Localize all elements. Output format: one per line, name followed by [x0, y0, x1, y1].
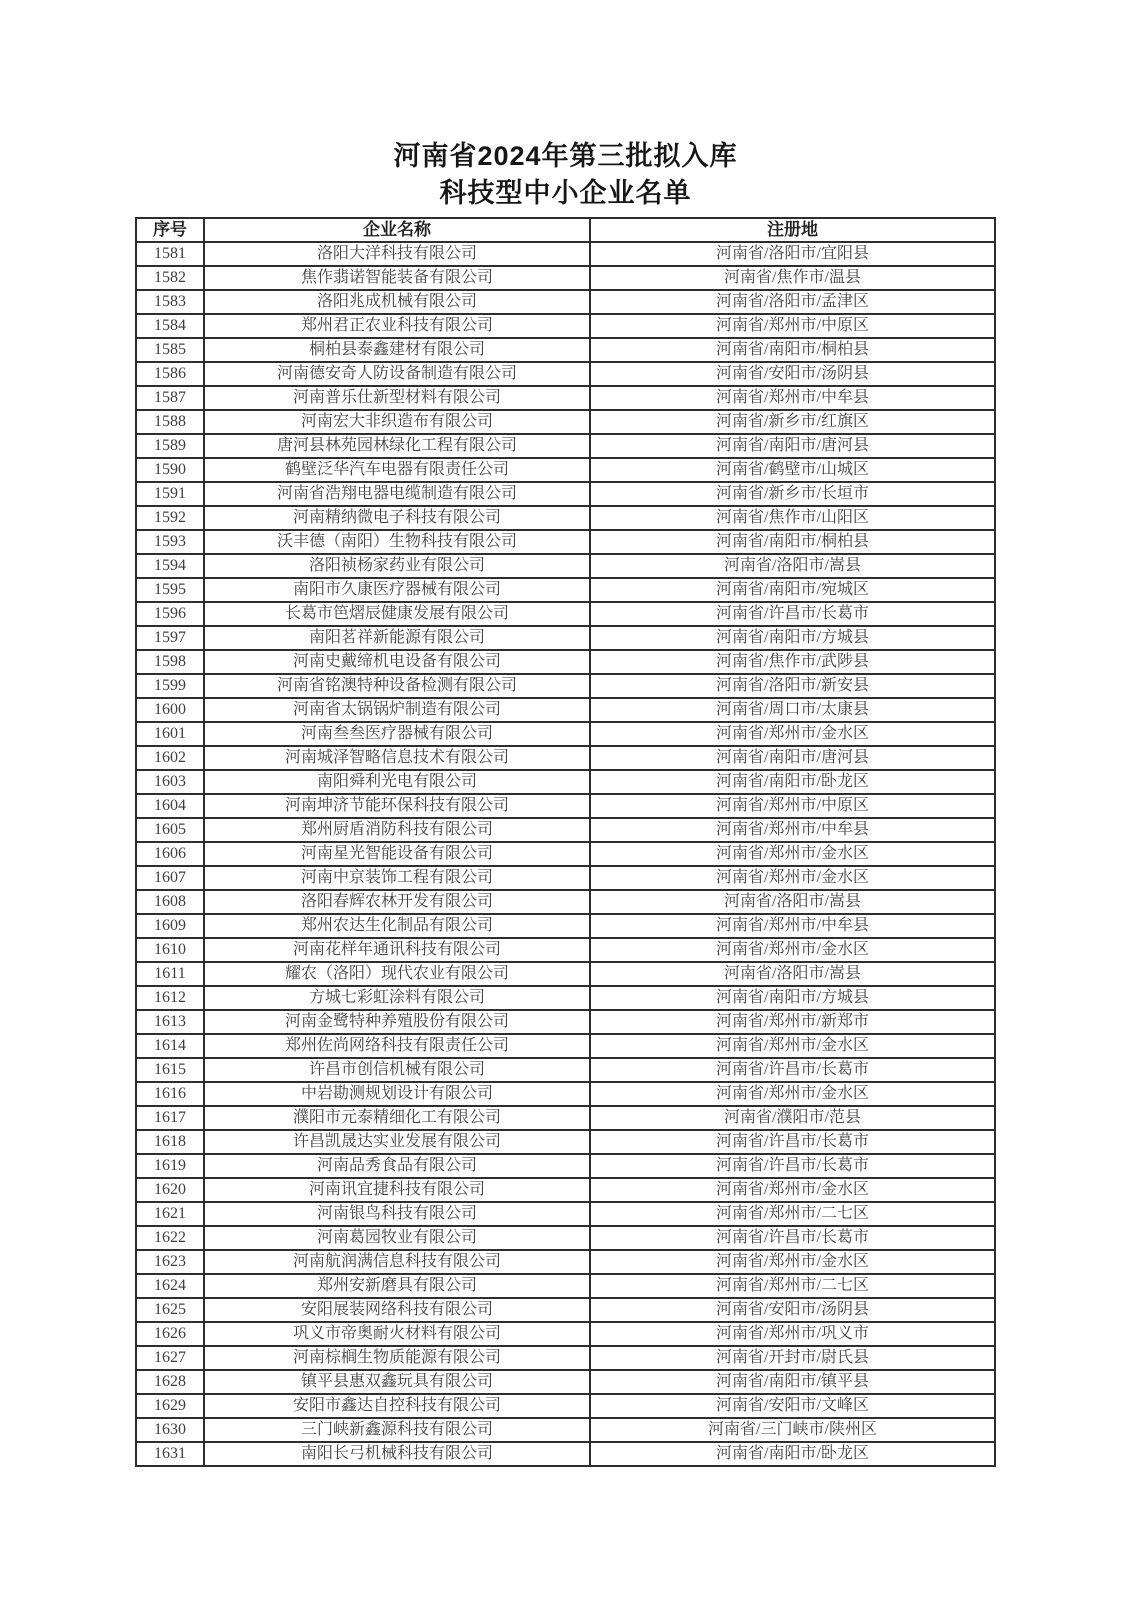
company-name-cell: 许昌市创信机械有限公司 — [204, 1058, 590, 1082]
table-row — [136, 1346, 995, 1370]
registration-place-cell: 河南省/南阳市/桐柏县 — [590, 338, 995, 362]
company-name-cell: 唐河县林苑园林绿化工程有限公司 — [204, 434, 590, 458]
company-name-cell: 南阳茗祥新能源有限公司 — [204, 626, 590, 650]
table-row — [136, 458, 995, 482]
serial-number-cell: 1631 — [136, 1442, 204, 1466]
company-name-cell: 河南棕榈生物质能源有限公司 — [204, 1346, 590, 1370]
serial-number-cell: 1587 — [136, 386, 204, 410]
company-name-cell: 耀农（洛阳）现代农业有限公司 — [204, 962, 590, 986]
company-name-cell: 郑州农达生化制品有限公司 — [204, 914, 590, 938]
registration-place-cell: 河南省/郑州市/金水区 — [590, 1082, 995, 1106]
table-row — [136, 650, 995, 674]
serial-number-cell: 1602 — [136, 746, 204, 770]
header-serial-number: 序号 — [136, 218, 204, 242]
serial-number-cell: 1626 — [136, 1322, 204, 1346]
serial-number-cell: 1601 — [136, 722, 204, 746]
table-row — [136, 1226, 995, 1250]
table-row — [136, 1082, 995, 1106]
registration-place-cell: 河南省/新乡市/长垣市 — [590, 482, 995, 506]
serial-number-cell: 1591 — [136, 482, 204, 506]
company-name-cell: 河南叁叁医疗器械有限公司 — [204, 722, 590, 746]
serial-number-cell: 1623 — [136, 1250, 204, 1274]
serial-number-cell: 1596 — [136, 602, 204, 626]
registration-place-cell: 河南省/焦作市/山阳区 — [590, 506, 995, 530]
registration-place-cell: 河南省/洛阳市/嵩县 — [590, 962, 995, 986]
company-name-cell: 南阳市久康医疗器械有限公司 — [204, 578, 590, 602]
company-name-cell: 镇平县惠双鑫玩具有限公司 — [204, 1370, 590, 1394]
registration-place-cell: 河南省/洛阳市/孟津区 — [590, 290, 995, 314]
registration-place-cell: 河南省/焦作市/温县 — [590, 266, 995, 290]
table-row — [136, 434, 995, 458]
table-row — [136, 914, 995, 938]
serial-number-cell: 1583 — [136, 290, 204, 314]
serial-number-cell: 1620 — [136, 1178, 204, 1202]
company-name-cell: 南阳长弓机械科技有限公司 — [204, 1442, 590, 1466]
company-name-cell: 河南讯宜捷科技有限公司 — [204, 1178, 590, 1202]
table-row — [136, 1130, 995, 1154]
registration-place-cell: 河南省/郑州市/中原区 — [590, 314, 995, 338]
serial-number-cell: 1616 — [136, 1082, 204, 1106]
company-name-cell: 许昌凯晟达实业发展有限公司 — [204, 1130, 590, 1154]
title-line-1: 河南省2024年第三批拟入库 — [393, 141, 738, 171]
table-row — [136, 1058, 995, 1082]
table-row — [136, 842, 995, 866]
registration-place-cell: 河南省/洛阳市/嵩县 — [590, 554, 995, 578]
company-name-cell: 河南普乐仕新型材料有限公司 — [204, 386, 590, 410]
registration-place-cell: 河南省/洛阳市/宜阳县 — [590, 242, 995, 266]
serial-number-cell: 1597 — [136, 626, 204, 650]
table-row — [136, 1034, 995, 1058]
company-name-cell: 桐柏县泰鑫建材有限公司 — [204, 338, 590, 362]
table-row — [136, 1202, 995, 1226]
registration-place-cell: 河南省/郑州市/中牟县 — [590, 914, 995, 938]
company-name-cell: 河南中京装饰工程有限公司 — [204, 866, 590, 890]
registration-place-cell: 河南省/开封市/尉氏县 — [590, 1346, 995, 1370]
serial-number-cell: 1618 — [136, 1130, 204, 1154]
serial-number-cell: 1625 — [136, 1298, 204, 1322]
registration-place-cell: 河南省/安阳市/汤阴县 — [590, 362, 995, 386]
serial-number-cell: 1627 — [136, 1346, 204, 1370]
serial-number-cell: 1613 — [136, 1010, 204, 1034]
table-head — [136, 218, 995, 242]
serial-number-cell: 1593 — [136, 530, 204, 554]
table-row — [136, 1178, 995, 1202]
registration-place-cell: 河南省/南阳市/桐柏县 — [590, 530, 995, 554]
serial-number-cell: 1614 — [136, 1034, 204, 1058]
serial-number-cell: 1621 — [136, 1202, 204, 1226]
registration-place-cell: 河南省/新乡市/红旗区 — [590, 410, 995, 434]
serial-number-cell: 1610 — [136, 938, 204, 962]
company-name-cell: 郑州安新磨具有限公司 — [204, 1274, 590, 1298]
table-row — [136, 722, 995, 746]
company-table — [135, 217, 996, 1467]
company-name-cell: 河南花样年通讯科技有限公司 — [204, 938, 590, 962]
serial-number-cell: 1622 — [136, 1226, 204, 1250]
serial-number-cell: 1609 — [136, 914, 204, 938]
serial-number-cell: 1628 — [136, 1370, 204, 1394]
company-name-cell: 郑州君正农业科技有限公司 — [204, 314, 590, 338]
serial-number-cell: 1592 — [136, 506, 204, 530]
table-row — [136, 290, 995, 314]
company-name-cell: 河南品秀食品有限公司 — [204, 1154, 590, 1178]
table-row — [136, 674, 995, 698]
serial-number-cell: 1581 — [136, 242, 204, 266]
company-name-cell: 河南宏大非织造布有限公司 — [204, 410, 590, 434]
table-row — [136, 1394, 995, 1418]
table-row — [136, 266, 995, 290]
registration-place-cell: 河南省/郑州市/金水区 — [590, 1178, 995, 1202]
table-row — [136, 578, 995, 602]
registration-place-cell: 河南省/南阳市/宛城区 — [590, 578, 995, 602]
company-name-cell: 河南省浩翔电器电缆制造有限公司 — [204, 482, 590, 506]
registration-place-cell: 河南省/鹤壁市/山城区 — [590, 458, 995, 482]
company-name-cell: 安阳市鑫达自控科技有限公司 — [204, 1394, 590, 1418]
registration-place-cell: 河南省/南阳市/镇平县 — [590, 1370, 995, 1394]
table-row — [136, 362, 995, 386]
registration-place-cell: 河南省/南阳市/卧龙区 — [590, 1442, 995, 1466]
company-name-cell: 郑州佐尚网络科技有限责任公司 — [204, 1034, 590, 1058]
serial-number-cell: 1603 — [136, 770, 204, 794]
table-row — [136, 554, 995, 578]
table-row — [136, 482, 995, 506]
company-name-cell: 河南航润满信息科技有限公司 — [204, 1250, 590, 1274]
registration-place-cell: 河南省/许昌市/长葛市 — [590, 1058, 995, 1082]
serial-number-cell: 1617 — [136, 1106, 204, 1130]
table-row — [136, 1322, 995, 1346]
registration-place-cell: 河南省/南阳市/唐河县 — [590, 434, 995, 458]
company-name-cell: 沃丰德（南阳）生物科技有限公司 — [204, 530, 590, 554]
table-row — [136, 1106, 995, 1130]
company-name-cell: 河南金鹭特种养殖股份有限公司 — [204, 1010, 590, 1034]
registration-place-cell: 河南省/南阳市/方城县 — [590, 986, 995, 1010]
registration-place-cell: 河南省/郑州市/金水区 — [590, 866, 995, 890]
table-row — [136, 770, 995, 794]
registration-place-cell: 河南省/郑州市/金水区 — [590, 1034, 995, 1058]
company-name-cell: 中岩勘测规划设计有限公司 — [204, 1082, 590, 1106]
table-row — [136, 1274, 995, 1298]
company-name-cell: 洛阳祯杨家药业有限公司 — [204, 554, 590, 578]
company-name-cell: 河南星光智能设备有限公司 — [204, 842, 590, 866]
serial-number-cell: 1600 — [136, 698, 204, 722]
registration-place-cell: 河南省/郑州市/金水区 — [590, 722, 995, 746]
registration-place-cell: 河南省/郑州市/金水区 — [590, 842, 995, 866]
company-name-cell: 巩义市帝奥耐火材料有限公司 — [204, 1322, 590, 1346]
registration-place-cell: 河南省/濮阳市/范县 — [590, 1106, 995, 1130]
company-name-cell: 鹤壁泛华汽车电器有限责任公司 — [204, 458, 590, 482]
serial-number-cell: 1584 — [136, 314, 204, 338]
table-row — [136, 794, 995, 818]
table-row — [136, 314, 995, 338]
registration-place-cell: 河南省/许昌市/长葛市 — [590, 1130, 995, 1154]
company-name-cell: 河南银鸟科技有限公司 — [204, 1202, 590, 1226]
company-name-cell: 河南史戴缔机电设备有限公司 — [204, 650, 590, 674]
registration-place-cell: 河南省/周口市/太康县 — [590, 698, 995, 722]
company-name-cell: 郑州厨盾消防科技有限公司 — [204, 818, 590, 842]
serial-number-cell: 1611 — [136, 962, 204, 986]
registration-place-cell: 河南省/南阳市/唐河县 — [590, 746, 995, 770]
registration-place-cell: 河南省/三门峡市/陕州区 — [590, 1418, 995, 1442]
company-name-cell: 河南坤济节能环保科技有限公司 — [204, 794, 590, 818]
title-line-2: 科技型中小企业名单 — [439, 178, 692, 208]
company-name-cell: 洛阳大洋科技有限公司 — [204, 242, 590, 266]
registration-place-cell: 河南省/洛阳市/嵩县 — [590, 890, 995, 914]
serial-number-cell: 1586 — [136, 362, 204, 386]
registration-place-cell: 河南省/焦作市/武陟县 — [590, 650, 995, 674]
serial-number-cell: 1598 — [136, 650, 204, 674]
serial-number-cell: 1585 — [136, 338, 204, 362]
serial-number-cell: 1605 — [136, 818, 204, 842]
serial-number-cell: 1604 — [136, 794, 204, 818]
table-row — [136, 1250, 995, 1274]
header-registration-place: 注册地 — [590, 218, 995, 242]
company-name-cell: 三门峡新鑫源科技有限公司 — [204, 1418, 590, 1442]
serial-number-cell: 1629 — [136, 1394, 204, 1418]
serial-number-cell: 1599 — [136, 674, 204, 698]
company-name-cell: 南阳舜利光电有限公司 — [204, 770, 590, 794]
table-row — [136, 506, 995, 530]
serial-number-cell: 1607 — [136, 866, 204, 890]
table-row — [136, 338, 995, 362]
company-name-cell: 洛阳兆成机械有限公司 — [204, 290, 590, 314]
table-row — [136, 1010, 995, 1034]
company-name-cell: 河南德安奇人防设备制造有限公司 — [204, 362, 590, 386]
serial-number-cell: 1630 — [136, 1418, 204, 1442]
serial-number-cell: 1595 — [136, 578, 204, 602]
serial-number-cell: 1612 — [136, 986, 204, 1010]
registration-place-cell: 河南省/郑州市/中牟县 — [590, 818, 995, 842]
header-company-name: 企业名称 — [204, 218, 590, 242]
registration-place-cell: 河南省/许昌市/长葛市 — [590, 1154, 995, 1178]
serial-number-cell: 1590 — [136, 458, 204, 482]
company-name-cell: 焦作翡诺智能装备有限公司 — [204, 266, 590, 290]
company-name-cell: 洛阳春辉农林开发有限公司 — [204, 890, 590, 914]
registration-place-cell: 河南省/郑州市/巩义市 — [590, 1322, 995, 1346]
registration-place-cell: 河南省/郑州市/中原区 — [590, 794, 995, 818]
serial-number-cell: 1606 — [136, 842, 204, 866]
table-row — [136, 818, 995, 842]
serial-number-cell: 1582 — [136, 266, 204, 290]
table-row — [136, 1298, 995, 1322]
table-row — [136, 986, 995, 1010]
table-header-row — [136, 218, 995, 242]
table-row — [136, 242, 995, 266]
registration-place-cell: 河南省/安阳市/文峰区 — [590, 1394, 995, 1418]
registration-place-cell: 河南省/郑州市/中牟县 — [590, 386, 995, 410]
registration-place-cell: 河南省/郑州市/金水区 — [590, 938, 995, 962]
registration-place-cell: 河南省/许昌市/长葛市 — [590, 1226, 995, 1250]
table-row — [136, 1442, 995, 1466]
table-row — [136, 1370, 995, 1394]
company-name-cell: 方城七彩虹涂料有限公司 — [204, 986, 590, 1010]
table-row — [136, 962, 995, 986]
table-row — [136, 698, 995, 722]
table-row — [136, 938, 995, 962]
registration-place-cell: 河南省/南阳市/方城县 — [590, 626, 995, 650]
registration-place-cell: 河南省/郑州市/二七区 — [590, 1274, 995, 1298]
company-name-cell: 河南葛园牧业有限公司 — [204, 1226, 590, 1250]
serial-number-cell: 1594 — [136, 554, 204, 578]
company-name-cell: 安阳展装网络科技有限公司 — [204, 1298, 590, 1322]
serial-number-cell: 1608 — [136, 890, 204, 914]
document-title — [0, 0, 1131, 212]
serial-number-cell: 1624 — [136, 1274, 204, 1298]
table-row — [136, 530, 995, 554]
company-name-cell: 河南省太锅锅炉制造有限公司 — [204, 698, 590, 722]
serial-number-cell: 1588 — [136, 410, 204, 434]
table-row — [136, 1418, 995, 1442]
company-name-cell: 长葛市笆熠辰健康发展有限公司 — [204, 602, 590, 626]
registration-place-cell: 河南省/郑州市/新郑市 — [590, 1010, 995, 1034]
serial-number-cell: 1589 — [136, 434, 204, 458]
registration-place-cell: 河南省/南阳市/卧龙区 — [590, 770, 995, 794]
table-row — [136, 866, 995, 890]
registration-place-cell: 河南省/郑州市/金水区 — [590, 1250, 995, 1274]
table-row — [136, 1154, 995, 1178]
serial-number-cell: 1615 — [136, 1058, 204, 1082]
table-row — [136, 386, 995, 410]
table-row — [136, 746, 995, 770]
company-name-cell: 河南精纳微电子科技有限公司 — [204, 506, 590, 530]
table-row — [136, 602, 995, 626]
registration-place-cell: 河南省/郑州市/二七区 — [590, 1202, 995, 1226]
table-row — [136, 626, 995, 650]
registration-place-cell: 河南省/许昌市/长葛市 — [590, 602, 995, 626]
registration-place-cell: 河南省/洛阳市/新安县 — [590, 674, 995, 698]
company-name-cell: 河南省铭澳特种设备检测有限公司 — [204, 674, 590, 698]
company-name-cell: 河南城泽智略信息技术有限公司 — [204, 746, 590, 770]
table-row — [136, 410, 995, 434]
table-row — [136, 890, 995, 914]
registration-place-cell: 河南省/安阳市/汤阴县 — [590, 1298, 995, 1322]
company-name-cell: 濮阳市元泰精细化工有限公司 — [204, 1106, 590, 1130]
table-body — [136, 242, 995, 1466]
serial-number-cell: 1619 — [136, 1154, 204, 1178]
